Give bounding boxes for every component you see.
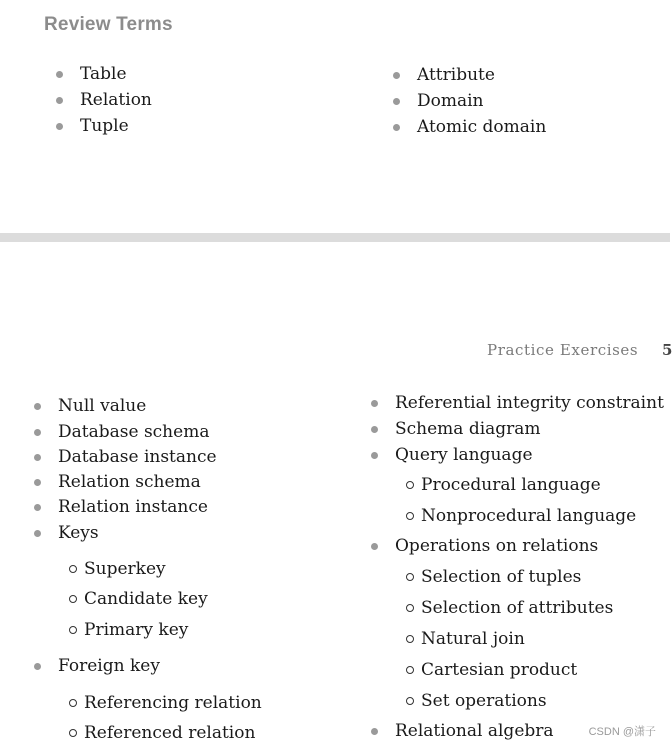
bullet-icon	[56, 123, 63, 130]
list-item: Keys	[58, 522, 99, 544]
list-item: Query language	[395, 444, 533, 466]
sub-list-item: Referenced relation	[84, 722, 255, 744]
bullet-icon	[56, 97, 63, 104]
list-item: Database schema	[58, 421, 209, 443]
circle-bullet-icon	[406, 666, 414, 674]
circle-bullet-icon	[69, 699, 77, 707]
circle-bullet-icon	[406, 635, 414, 643]
bullet-icon	[371, 543, 378, 550]
watermark: CSDN @潇子	[588, 726, 656, 738]
list-item: Relation	[80, 89, 152, 111]
list-item: Operations on relations	[395, 535, 598, 557]
sub-list-item: Nonprocedural language	[421, 505, 636, 527]
circle-bullet-icon	[69, 626, 77, 634]
bullet-icon	[34, 663, 41, 670]
bullet-icon	[34, 504, 41, 511]
sub-list-item: Primary key	[84, 619, 188, 641]
bullet-icon	[393, 98, 400, 105]
list-item: Database instance	[58, 446, 217, 468]
circle-bullet-icon	[406, 604, 414, 612]
sub-list-item: Natural join	[421, 628, 525, 650]
sub-list-item: Procedural language	[421, 474, 601, 496]
list-item: Foreign key	[58, 655, 160, 677]
list-item: Relational algebra	[395, 720, 554, 742]
list-item: Schema diagram	[395, 418, 541, 440]
sub-list-item: Cartesian product	[421, 659, 577, 681]
sub-list-item: Selection of tuples	[421, 566, 581, 588]
list-item: Tuple	[80, 115, 129, 137]
list-item: Relation instance	[58, 496, 208, 518]
section-heading: Review Terms	[44, 14, 173, 35]
running-head: Practice Exercises	[487, 341, 639, 359]
circle-bullet-icon	[406, 697, 414, 705]
bullet-icon	[371, 400, 378, 407]
circle-bullet-icon	[406, 573, 414, 581]
bullet-icon	[34, 479, 41, 486]
sub-list-item: Set operations	[421, 690, 547, 712]
list-item: Relation schema	[58, 471, 201, 493]
bullet-icon	[371, 452, 378, 459]
circle-bullet-icon	[69, 565, 77, 573]
sub-list-item: Selection of attributes	[421, 597, 613, 619]
page-number: 5	[662, 341, 672, 359]
sub-list-item: Candidate key	[84, 588, 208, 610]
bullet-icon	[371, 728, 378, 735]
list-item: Atomic domain	[417, 116, 546, 138]
bullet-icon	[34, 429, 41, 436]
list-item: Attribute	[417, 64, 495, 86]
list-item: Referential integrity constraint	[395, 392, 664, 414]
circle-bullet-icon	[69, 595, 77, 603]
bullet-icon	[56, 71, 63, 78]
bullet-icon	[34, 454, 41, 461]
bullet-icon	[34, 530, 41, 537]
circle-bullet-icon	[406, 512, 414, 520]
bullet-icon	[393, 72, 400, 79]
circle-bullet-icon	[406, 481, 414, 489]
sub-list-item: Referencing relation	[84, 692, 262, 714]
page-divider	[0, 233, 670, 242]
circle-bullet-icon	[69, 729, 77, 737]
list-item: Null value	[58, 395, 146, 417]
list-item: Domain	[417, 90, 484, 112]
sub-list-item: Superkey	[84, 558, 166, 580]
list-item: Table	[80, 63, 127, 85]
bullet-icon	[34, 403, 41, 410]
bullet-icon	[393, 124, 400, 131]
bullet-icon	[371, 426, 378, 433]
